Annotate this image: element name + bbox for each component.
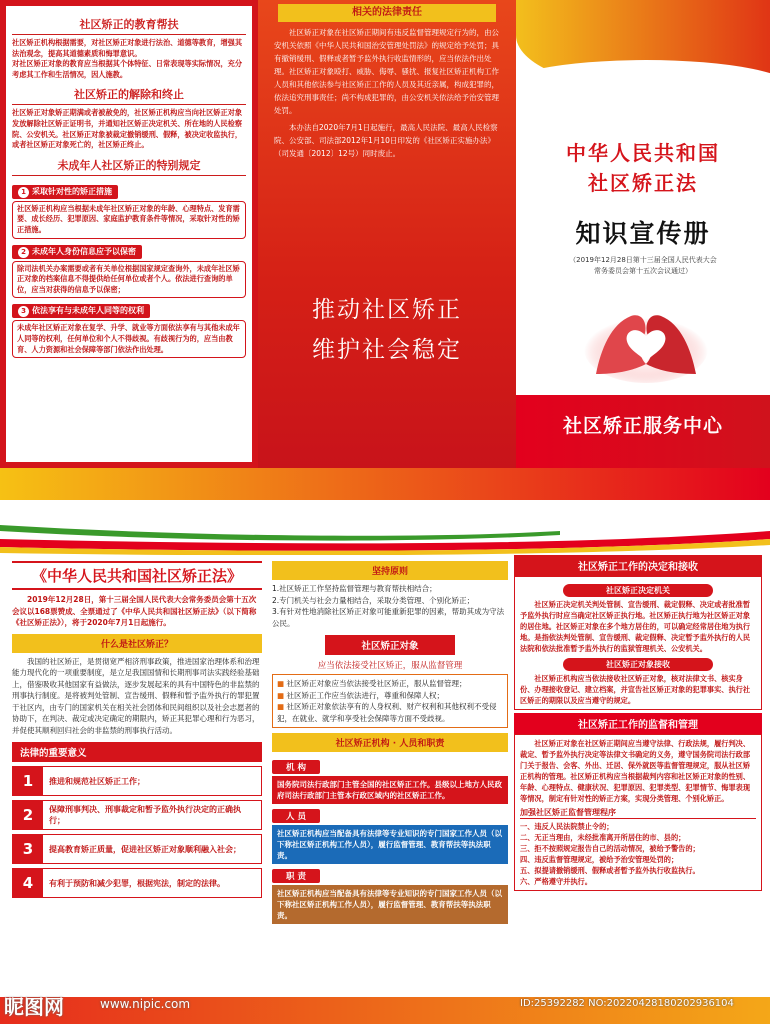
meaning-title: 法律的重要意义 [12,742,262,762]
meaning-number: 2 [13,801,43,829]
panel-cover [516,0,770,468]
square-bullet-icon: ■ [277,702,287,711]
minor-item-1-label [12,185,118,199]
slogan-line-1: 推动社区矫正 [312,297,462,323]
principle-item: 3.有针对性地消除社区矫正对象可能重新犯罪的因素，帮助其成为守法公民。 [272,607,505,628]
meaning-number: 3 [13,835,43,863]
liability-text-block [274,26,502,164]
slogan-line-2: 维护社会稳定 [312,337,462,363]
liability-text: 社区矫正对象在社区矫正期间有违反监督管理规定行为的，由公安机关依照《中华人民共和国治安管理处罚法》的规定给予处罚；具有撤销缓刑、假释或者暂予监外执行收监情形的，应当依法作出处理。社区矫正对象殴打、威胁、侮辱、骚扰、报复社区矫正机构工作人员和其他依法参与社区矫正工作的人员及其近亲属，构成犯罪的，依法追究刑事责任；尚不构成犯罪的，由公安机关依法给予治安管理处罚。 [274,28,499,115]
supervise-title: 社区矫正工作的监督和管理 [514,713,762,734]
object-subtitle: 应当依法接受社区矫正，服从监督管理 [317,661,463,671]
number-badge: 2 [18,247,29,258]
object-item-text: 社区矫正对象依法享有的人身权利、财产权利和其他权利不受侵犯，在就业、就学和享受社会保障等方面不受歧视。 [277,702,497,723]
cover-note-line-2: 常务委员会第十五次会议通过） [594,267,692,275]
number-badge: 1 [18,187,29,198]
panel-education-release-body [6,6,252,462]
procedure-item: 二、无正当理由，未经批准离开所居住的市、县的； [520,833,686,842]
org-section-label: 职 责 [272,869,320,883]
meaning-text: 保障刑事判决、刑事裁定和暂予监外执行决定的正确执行； [49,805,241,825]
square-bullet-icon: ■ [277,690,287,700]
supervise-box [514,734,762,891]
heart-hands-icon [576,294,716,384]
meaning-row [12,766,262,796]
cover-note-line-1: （2019年12月28日第十三届全国人民代表大会 [569,256,717,264]
top-swoosh-decoration [0,517,770,555]
procedure-item: 三、拒不按照规定报告自己的活动情况，被给予警告的； [520,844,700,853]
org-section-text: 社区矫正机构应当配备具有法律等专业知识的专门国家工作人员（以下称社区矫正机构工作人员），履行监督管理、教育帮扶等执法职责。 [272,825,508,864]
org-section-text: 社区矫正机构应当配备具有法律等专业知识的专门国家工作人员（以下称社区矫正机构工作人员），履行监督管理、教育帮扶等执法职责。 [272,885,508,924]
service-center-name: 社区矫正服务中心 [562,415,723,437]
minor-item-3-label [12,304,150,318]
effective-date-text: 本办法自2020年7月1日起施行，最高人民法院、最高人民检察院、公安部、司法部2012年1月10日印发的《社区矫正实施办法》（司发通〔2012〕12号）同时废止。 [274,123,498,158]
meaning-row [12,834,262,864]
column-principles [272,561,508,995]
meaning-number: 1 [13,767,43,795]
object-title: 社区矫正对象 [325,635,455,655]
decide-text: 社区矫正决定机关判处管制、宣告缓刑、裁定假释、决定或者批准暂予监外执行时应当确定社区矫正执行地。社区矫正执行地为社区矫正对象的居住地。社区矫正对象在多个地方居住的，可以确定经常居住地为执行地。是指依法判处管制、宣告缓刑、裁定假释、决定暂予监外执行的人民法院和依法批准暂予监外执行的监狱管理机关、公安机关。 [520,600,751,653]
column-decision-supervision [514,555,762,995]
object-item [277,678,503,690]
cover-note [516,255,770,277]
cover-white-swoop [516,60,770,120]
law-intro: 2019年12月28日，第十三届全国人民代表大会常务委员会第十五次会议以168票赞成、全票通过了《中华人民共和国社区矫正法》（以下简称《社区矫正法》），将于2020年7月1日起施行。 [12,595,257,627]
cover-band [516,395,770,468]
panel-legal-liability [258,0,516,468]
minor-item-3-text: 未成年社区矫正对象在复学、升学、就业等方面依法享有与其他未成年人同等的权利，任何单位和个人不得歧视。有歧视行为的，应当由教育、人力资源和社会保障等部门依法作出处理。 [12,320,246,358]
procedure-item: 一、违反人民法院禁止令的； [520,822,614,831]
object-list [272,674,508,728]
procedure-item: 五、拟提请撤销缓刑、假释或者暂予监外执行收监执行。 [520,866,700,875]
supervise-text: 社区矫正对象在社区矫正期间应当遵守法律、行政法规，履行判决、裁定、暂予监外执行决定等法律文书确定的义务，遵守国务院司法行政部门关于报告、会客、外出、迁居、保外就医等监督管理规定，服从社区矫正机构的管理。社区矫正机构应当根据裁判内容和社区矫正对象的性别、年龄、心理特点、健康状况、犯罪原因、犯罪类型、犯罪情节、悔罪表现等情况，制定有针对性的矫正方案，实现分类管理、个别化矫正。 [520,739,751,803]
watermark-url: www.nipic.com [100,997,191,1011]
cover-title-line-2: 社区矫正法 [588,171,698,195]
liability-title: 相关的法律责任 [278,4,496,22]
receive-subtitle: 社区矫正对象接收 [563,658,713,671]
meaning-row [12,868,262,898]
org-section-label: 机 构 [272,760,320,774]
principle-item: 1.社区矫正工作坚持监督管理与教育帮扶相结合； [272,584,437,593]
minor-item-label: 未成年人身份信息应予以保密 [32,246,136,256]
decision-title: 社区矫正工作的决定和接收 [514,555,762,576]
watermark-id: ID:25392282 NO:20220428180202936104 [520,998,734,1009]
meaning-text: 推进和规范社区矫正工作； [49,776,145,786]
what-text: 我国的社区矫正，是贯彻宽严相济刑事政策，推进国家治理体系和治理能力现代化的一项重要制度，是立足我国国情和长期刑事司法实践经验基础上，借鉴吸收其他国家有益做法，逐步发展起来的具有中国特色的非监禁的刑事执行制度。是将被判处管制、宣告缓刑、假释和暂予监外执行的罪犯置于社区内，由专门的国家机关在相关社会团体和民间组织以及社会志愿者的协助下，在判决、裁定或决定确定的期限内，矫正其犯罪心理和行为恶习，并促使其顺利回归社会的非监禁的刑事执行活动。 [12,656,260,735]
principle-list [272,583,508,629]
minor-title: 未成年人社区矫正的特别规定 [12,157,246,176]
object-item [277,690,503,702]
procedure-list [520,821,756,887]
cover-title-line-1: 中华人民共和国 [566,141,720,165]
principle-item: 2.专门机关与社会力量相结合，采取分类管理、个别化矫正； [272,595,475,605]
procedure-item: 四、违反监督管理规定，被给予治安管理处罚的； [520,855,679,864]
minor-item-1-text: 社区矫正机构应当根据未成年社区矫正对象的年龄、心理特点、发育需要、成长经历、犯罪原因、家庭监护教育条件等情况，采取针对性的矫正措施。 [12,201,246,239]
watermark [0,991,770,1024]
org-section-label: 人 员 [272,809,320,823]
number-badge: 3 [18,306,29,317]
meaning-text: 有利于预防和减少犯罪，根据宪法，制定的法律。 [49,878,225,888]
column-law-intro [12,561,262,995]
slogan [258,290,516,370]
minor-item-2-label [12,245,142,259]
release-title: 社区矫正的解除和终止 [12,86,246,105]
minor-item-label: 依法享有与未成年人同等的权利 [32,306,144,316]
brochure-inner-sheet [0,517,770,1024]
minor-item-2-text: 除司法机关办案需要或者有关单位根据国家规定查询外，未成年社区矫正对象的档案信息不得提供给任何单位或者个人。依法进行查询的单位，应当对获得的信息予以保密； [12,261,246,299]
law-title: 《中华人民共和国社区矫正法》 [12,561,262,590]
receive-text: 社区矫正机构应当依法接收社区矫正对象，核对法律文书、核实身份、办理接收登记、建立档案，并宣告社区矫正对象的犯罪事实、执行社区矫正的期限以及应当遵守的规定。 [520,674,751,705]
decision-box [514,576,762,710]
meaning-text: 提高教育矫正质量，促进社区矫正对象顺利融入社会； [49,844,241,854]
decide-subtitle: 社区矫正决定机关 [563,584,713,597]
procedure-title: 加强社区矫正监督管理程序 [520,807,756,819]
meaning-row [12,800,262,830]
principle-title: 坚持原则 [272,561,508,580]
edu-title: 社区矫正的教育帮扶 [12,16,246,35]
object-item [277,701,503,724]
minor-item-label: 采取针对性的矫正措施 [32,186,112,196]
org-section-text: 国务院司法行政部门主管全国的社区矫正工作。县级以上地方人民政府司法行政部门主管本行政区域内的社区矫正工作。 [272,776,508,804]
cover-title [516,138,770,198]
brochure-outer-sheet [0,0,770,500]
edu-text-2: 对社区矫正对象的教育应当根据其个体特征、日常表现等实际情况，充分考虑其工作和生活情况，因人施教。 [12,59,243,79]
what-title: 什么是社区矫正？ [12,634,262,653]
square-bullet-icon: ■ [277,679,287,688]
object-item-text: 社区矫正对象应当依法接受社区矫正，服从监督管理； [286,679,467,688]
org-title: 社区矫正机构 · 人员和职责 [272,733,508,752]
object-item-text: 社区矫正工作应当依法进行，尊重和保障人权； [286,690,444,700]
watermark-logo: 昵图网 [4,995,64,1019]
edu-text: 社区矫正机构根据需要，对社区矫正对象进行法治、道德等教育，增强其法治观念，提高其道德素质和悔罪意识。 [12,38,243,58]
meaning-number: 4 [13,869,43,897]
cover-main-title: 知识宣传册 [575,219,711,248]
procedure-item: 六、严格遵守并执行。 [520,877,592,886]
panel-education-release [0,0,258,468]
release-text: 社区矫正对象矫正期满或者被赦免的，社区矫正机构应当向社区矫正对象发放解除社区矫正证明书，并通知社区矫正决定机关、所在地的人民检察院、公安机关。社区矫正对象被裁定撤销缓刑、假释，被决定收监执行，或者社区矫正对象死亡的，社区矫正终止。 [12,108,243,150]
